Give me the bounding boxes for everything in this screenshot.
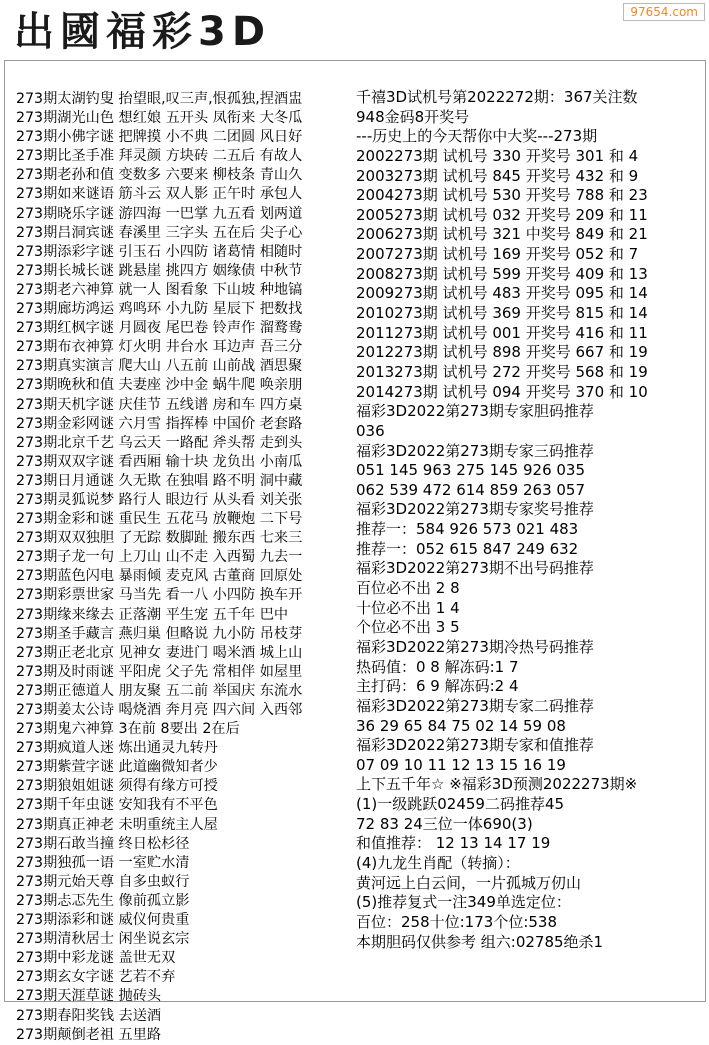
prediction-row: (5)推荐复式一注349单选定位： xyxy=(356,893,571,912)
prediction-row: 和值推荐： 12 13 14 17 19 xyxy=(356,834,551,853)
riddle-row: 273期正老北京 见神女 妻进门 喝米酒 城上山 xyxy=(16,644,303,661)
riddle-list xyxy=(16,90,352,1045)
prediction-row: ---历史上的今天帮你中大奖---273期 xyxy=(356,127,598,146)
prediction-row: 千禧3D试机号第2022272期：367关注数 xyxy=(356,88,638,106)
riddle-row: 273期蓝色闪电 暴雨倾 麦克风 古董商 回原处 xyxy=(16,568,303,585)
prediction-row: 2007273期 试机号 169 开奖号 052 和 7 xyxy=(356,245,639,264)
riddle-row: 273期金彩网谜 六月雪 指挥棒 中国价 老套路 xyxy=(16,415,303,432)
prediction-row: 2013273期 试机号 272 开奖号 568 和 19 xyxy=(356,362,648,381)
prediction-row: 个位必不出 3 5 xyxy=(356,618,460,637)
riddle-row: 273期中彩龙谜 盖世无双 xyxy=(16,950,176,967)
prediction-row: (1)一级跳跃02459二码推荐45 xyxy=(356,795,565,814)
riddle-row: 273期彩票世家 马当先 看一八 小四防 换车开 xyxy=(16,587,303,604)
riddle-row: 273期独孤一语 一室贮水清 xyxy=(16,854,190,871)
prediction-row: 036 xyxy=(356,421,385,440)
prediction-row: 推荐一：584 926 573 021 483 xyxy=(356,520,579,539)
prediction-row: 福彩3D2022第273期专家胆码推荐 xyxy=(356,402,594,421)
prediction-row: 2002273期 试机号 330 开奖号 301 和 4 xyxy=(356,146,639,165)
riddle-row: 273期鬼六神算 3在前 8要出 2在后 xyxy=(16,721,240,738)
riddle-row: 273期忐忑先生 像前孤立影 xyxy=(16,892,190,909)
prediction-row: 2003273期 试机号 845 开奖号 432 和 9 xyxy=(356,166,639,185)
prediction-row: 2004273期 试机号 530 开奖号 788 和 23 xyxy=(356,186,648,205)
riddle-row: 273期如来谜语 筋斗云 双人影 正午时 承包人 xyxy=(16,186,303,203)
riddle-row: 273期布衣神算 灯火明 井台水 耳边声 吾三分 xyxy=(16,339,303,356)
riddle-row: 273期千年虫谜 安知我有不平色 xyxy=(16,797,218,814)
riddle-row: 273期廊坊鸿运 鸡鸣环 小九防 星辰下 把数找 xyxy=(16,301,303,318)
prediction-row: 2008273期 试机号 599 开奖号 409 和 13 xyxy=(356,264,648,283)
riddle-row: 273期颠倒老祖 五里路 xyxy=(16,1026,162,1043)
page-title: 出國福彩3D xyxy=(14,9,272,50)
prediction-row: 上下五千年☆ ※福彩3D预测2022273期※ xyxy=(356,775,638,794)
prediction-row: 黄河远上白云间，一片孤城万仞山 xyxy=(356,873,582,892)
riddle-row: 273期真正神老 未明重统主人屋 xyxy=(16,816,218,833)
riddle-row: 273期天涯草谜 抛砖头 xyxy=(16,988,162,1005)
riddle-row: 273期真实演言 爬大山 八五前 山前战 酒思聚 xyxy=(16,358,303,375)
riddle-row: 273期红枫字谜 月圆夜 尾巴卷 铃声作 溜鹜鸯 xyxy=(16,320,303,337)
riddle-row: 273期紫萱字谜 此道幽微知者少 xyxy=(16,759,218,776)
prediction-row: 福彩3D2022第273期冷热号码推荐 xyxy=(356,637,594,656)
riddle-row: 273期缘来缘去 正落潮 平生宠 五千年 巴中 xyxy=(16,606,289,623)
prediction-row: 2010273期 试机号 369 开奖号 815 和 14 xyxy=(356,304,648,323)
prediction-row: 福彩3D2022第273期专家奖号推荐 xyxy=(356,500,594,519)
riddle-row: 273期石敢当撞 终日松杉径 xyxy=(16,835,190,852)
riddle-row: 273期晚秋和值 夫妻座 沙中金 蜗牛爬 唤亲朋 xyxy=(16,377,303,394)
prediction-row: 十位必不出 1 4 xyxy=(356,598,460,617)
prediction-row: 百位必不出 2 8 xyxy=(356,579,460,598)
prediction-row: 本期胆码仅供参考 组六:02785绝杀1 xyxy=(356,932,604,951)
prediction-row: 2005273期 试机号 032 开奖号 209 和 11 xyxy=(356,205,648,224)
prediction-list xyxy=(356,88,696,952)
riddle-row: 273期正德道人 朋友聚 五二前 举国庆 东流水 xyxy=(16,682,303,699)
prediction-row: 2009273期 试机号 483 开奖号 095 和 14 xyxy=(356,284,648,303)
header-banner xyxy=(0,0,709,50)
prediction-row: 948金码8开奖号 xyxy=(356,107,470,126)
riddle-row: 273期及时雨谜 平阳虎 父子先 常相伴 如屋里 xyxy=(16,663,303,680)
prediction-row: 2006273期 试机号 321 中奖号 849 和 21 xyxy=(356,225,648,244)
riddle-row: 273期北京千艺 乌云天 一路配 斧头帮 走到头 xyxy=(16,434,303,451)
prediction-row: 2011273期 试机号 001 开奖号 416 和 11 xyxy=(356,323,648,342)
prediction-row: (4)九龙生肖配（转摘）： xyxy=(356,853,520,872)
prediction-row: 062 539 472 614 859 263 057 xyxy=(356,480,586,499)
prediction-row: 72 83 24三位一体690(3) xyxy=(356,814,533,833)
riddle-row: 273期小佛字谜 把牌摸 小不典 二团圆 风日好 xyxy=(16,129,303,146)
prediction-row: 主打码：6 9 解冻码:2 4 xyxy=(356,677,519,696)
prediction-row: 热码值：0 8 解冻码:1 7 xyxy=(356,657,519,676)
prediction-row: 推荐一：052 615 847 249 632 xyxy=(356,539,579,558)
prediction-row: 百位：258十位:173个位:538 xyxy=(356,912,557,931)
riddle-row: 273期疯道人迷 炼出通灵九转丹 xyxy=(16,740,218,757)
prediction-row: 福彩3D2022第273期专家和值推荐 xyxy=(356,736,594,755)
riddle-row: 273期子龙一句 上刀山 山不走 入西蜀 九去一 xyxy=(16,549,303,566)
prediction-row: 2014273期 试机号 094 开奖号 370 和 10 xyxy=(356,382,648,401)
riddle-row: 273期姜太公诗 喝烧酒 奔月亮 四六间 入西邻 xyxy=(16,702,303,718)
prediction-row: 福彩3D2022第273期专家三码推荐 xyxy=(356,441,594,460)
site-watermark: 97654.com xyxy=(623,3,705,21)
prediction-row: 福彩3D2022第273期不出号码推荐 xyxy=(356,559,594,578)
riddle-row: 273期玄女字谜 艺若不弃 xyxy=(16,969,176,986)
riddle-row: 273期比圣手准 拜灵颜 方块砖 二五后 有故人 xyxy=(16,148,303,165)
riddle-row: 273期吕洞宾谜 春溪里 三字头 五在后 尖子心 xyxy=(16,224,303,241)
riddle-row: 273期湖光山色 想红娘 五开头 凤衔来 大冬瓜 xyxy=(16,110,303,127)
riddle-row: 273期春阳奖钱 去送酒 xyxy=(16,1007,162,1024)
riddle-row: 273期狼姐姐谜 须得有缘方可授 xyxy=(16,778,218,795)
riddle-row: 273期双双字谜 看西厢 输十块 龙负出 小南瓜 xyxy=(16,453,303,470)
riddle-row: 273期双双独胆 了无踪 数脚趾 搬东西 七来三 xyxy=(16,530,303,547)
riddle-row: 273期清秋居士 闲坐说玄宗 xyxy=(16,931,190,948)
riddle-row: 273期老六神算 就一人 图看象 下山坡 种地镐 xyxy=(16,281,303,298)
riddle-row: 273期太湖钓叟 抬望眼,叹三声,恨孤独,捏酒盅 xyxy=(16,91,303,107)
riddle-row: 273期元始天尊 自多虫蚁行 xyxy=(16,873,190,890)
riddle-row: 273期灵狐说梦 路行人 眼边行 从头看 刘关张 xyxy=(16,491,303,508)
prediction-row: 2012273期 试机号 898 开奖号 667 和 19 xyxy=(356,343,648,362)
riddle-row: 273期圣手藏言 燕归巢 但略说 九小防 吊枝芽 xyxy=(16,625,303,642)
riddle-row: 273期老孙和值 变数多 六要来 柳枝条 青山久 xyxy=(16,167,303,184)
riddle-row: 273期长城长谜 跳悬崖 挑四方 姻缘债 中秋节 xyxy=(16,262,303,279)
riddle-row: 273期晓乐字谜 游四海 一巴掌 九五看 划两道 xyxy=(16,205,303,222)
riddle-row: 273期日月通谜 久无欺 在独唱 路不明 洞中藏 xyxy=(16,472,303,489)
riddle-row: 273期添彩和谜 威仪何贵重 xyxy=(16,912,190,929)
prediction-row: 36 29 65 84 75 02 14 59 08 xyxy=(356,716,566,735)
prediction-row: 07 09 10 11 12 13 15 16 19 xyxy=(356,755,566,774)
riddle-row: 273期金彩和谜 重民生 五花马 放鞭炮 二下号 xyxy=(16,511,303,528)
prediction-row: 051 145 963 275 145 926 035 xyxy=(356,461,586,480)
riddle-row: 273期天机字谜 庆佳节 五线谱 房和车 四方桌 xyxy=(16,396,303,413)
riddle-row: 273期添彩字谜 引玉石 小四防 诸葛情 相随时 xyxy=(16,243,303,260)
prediction-row: 福彩3D2022第273期专家二码推荐 xyxy=(356,696,594,715)
